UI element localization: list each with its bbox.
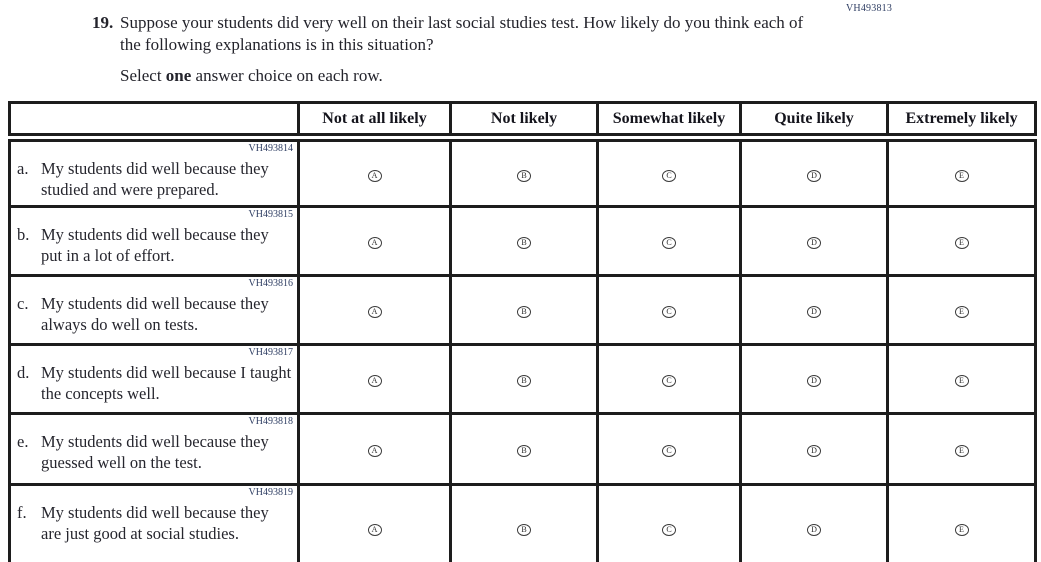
row-statement: My students did well because they studied and were prepared. xyxy=(41,159,269,199)
row-statement: My students did well because they are just good at social studies. xyxy=(41,503,269,543)
option-cell xyxy=(888,138,1036,207)
row-statement: My students did well because they guessed well on the test. xyxy=(41,432,269,472)
instruction-suffix: answer choice on each row. xyxy=(195,66,383,85)
likelihood-matrix-table xyxy=(8,101,1037,562)
table-row-b xyxy=(10,207,1036,276)
answer-bubble-c[interactable]: C xyxy=(662,524,676,536)
option-cell xyxy=(598,207,741,276)
row-statement: My students did well because they put in a lot of effort. xyxy=(41,225,269,265)
row-statement: My students did well because I taught the concepts well. xyxy=(41,363,292,403)
column-header-not-likely: Not likely xyxy=(451,103,598,138)
option-cell xyxy=(741,138,888,207)
table-row-f xyxy=(10,485,1036,562)
row-letter: b. xyxy=(17,225,30,244)
option-cell xyxy=(299,414,451,485)
row-letter: f. xyxy=(17,503,27,522)
answer-bubble-b[interactable]: B xyxy=(517,375,531,387)
row-statement: My students did well because they always do well on tests. xyxy=(41,294,269,334)
question-body xyxy=(120,12,804,87)
question-number: 19. xyxy=(92,13,114,32)
instruction-prefix: Select xyxy=(120,66,162,85)
option-cell xyxy=(598,414,741,485)
answer-bubble-a[interactable]: A xyxy=(368,524,382,536)
statement-cell xyxy=(10,276,299,345)
option-cell xyxy=(741,207,888,276)
statement-cell xyxy=(10,485,299,562)
option-cell xyxy=(741,414,888,485)
answer-bubble-e[interactable]: E xyxy=(955,237,969,249)
statement-cell xyxy=(10,414,299,485)
option-cell xyxy=(299,276,451,345)
question-text: Suppose your students did very well on their last social studies test. How likely do you think each of the following explanations is in this situation? xyxy=(120,13,804,54)
option-cell xyxy=(299,485,451,562)
option-cell xyxy=(741,345,888,414)
option-cell xyxy=(888,485,1036,562)
row-letter: c. xyxy=(17,294,29,313)
option-cell xyxy=(598,276,741,345)
answer-bubble-c[interactable]: C xyxy=(662,375,676,387)
answer-bubble-e[interactable]: E xyxy=(955,445,969,457)
row-accession-code: VH493818 xyxy=(248,416,293,427)
option-cell xyxy=(451,138,598,207)
option-cell xyxy=(451,485,598,562)
answer-bubble-d[interactable]: D xyxy=(807,306,821,318)
option-cell xyxy=(741,485,888,562)
answer-bubble-d[interactable]: D xyxy=(807,445,821,457)
statement-cell xyxy=(10,345,299,414)
statement-cell xyxy=(10,138,299,207)
option-cell xyxy=(598,485,741,562)
answer-bubble-a[interactable]: A xyxy=(368,237,382,249)
answer-bubble-e[interactable]: E xyxy=(955,375,969,387)
answer-bubble-a[interactable]: A xyxy=(368,170,382,182)
row-accession-code: VH493819 xyxy=(248,487,293,498)
header-row xyxy=(10,103,1036,138)
answer-bubble-e[interactable]: E xyxy=(955,306,969,318)
question-block xyxy=(92,12,812,87)
row-letter: a. xyxy=(17,159,29,178)
row-accession-code: VH493814 xyxy=(248,143,293,154)
statement-cell xyxy=(10,207,299,276)
option-cell xyxy=(598,138,741,207)
answer-bubble-c[interactable]: C xyxy=(662,306,676,318)
answer-bubble-c[interactable]: C xyxy=(662,445,676,457)
option-cell xyxy=(888,276,1036,345)
option-cell xyxy=(299,207,451,276)
column-header-somewhat-likely: Somewhat likely xyxy=(598,103,741,138)
answer-bubble-b[interactable]: B xyxy=(517,237,531,249)
option-cell xyxy=(888,414,1036,485)
table-row-d xyxy=(10,345,1036,414)
row-accession-code: VH493816 xyxy=(248,278,293,289)
answer-bubble-d[interactable]: D xyxy=(807,237,821,249)
column-header-extremely-likely: Extremely likely xyxy=(888,103,1036,138)
answer-bubble-b[interactable]: B xyxy=(517,524,531,536)
answer-bubble-b[interactable]: B xyxy=(517,170,531,182)
instruction-bold-word: one xyxy=(165,66,192,85)
option-cell xyxy=(888,207,1036,276)
option-cell xyxy=(451,345,598,414)
page-accession-code: VH493813 xyxy=(846,3,893,14)
answer-bubble-a[interactable]: A xyxy=(368,306,382,318)
question-instruction xyxy=(120,65,804,87)
answer-bubble-c[interactable]: C xyxy=(662,237,676,249)
option-cell xyxy=(299,138,451,207)
answer-bubble-d[interactable]: D xyxy=(807,524,821,536)
answer-bubble-a[interactable]: A xyxy=(368,375,382,387)
answer-bubble-e[interactable]: E xyxy=(955,524,969,536)
column-header-not-at-all-likely: Not at all likely xyxy=(299,103,451,138)
answer-bubble-e[interactable]: E xyxy=(955,170,969,182)
column-header-quite-likely: Quite likely xyxy=(741,103,888,138)
row-accession-code: VH493815 xyxy=(248,209,293,220)
option-cell xyxy=(888,345,1036,414)
answer-bubble-d[interactable]: D xyxy=(807,375,821,387)
option-cell xyxy=(598,345,741,414)
answer-bubble-a[interactable]: A xyxy=(368,445,382,457)
table-row-a xyxy=(10,138,1036,207)
row-letter: d. xyxy=(17,363,30,382)
empty-header-cell xyxy=(10,103,299,138)
answer-bubble-c[interactable]: C xyxy=(662,170,676,182)
option-cell xyxy=(299,345,451,414)
answer-bubble-b[interactable]: B xyxy=(517,445,531,457)
option-cell xyxy=(741,276,888,345)
option-cell xyxy=(451,414,598,485)
row-letter: e. xyxy=(17,432,29,451)
answer-bubble-b[interactable]: B xyxy=(517,306,531,318)
row-accession-code: VH493817 xyxy=(248,347,293,358)
table-row-c xyxy=(10,276,1036,345)
table-row-e xyxy=(10,414,1036,485)
option-cell xyxy=(451,276,598,345)
answer-bubble-d[interactable]: D xyxy=(807,170,821,182)
option-cell xyxy=(451,207,598,276)
